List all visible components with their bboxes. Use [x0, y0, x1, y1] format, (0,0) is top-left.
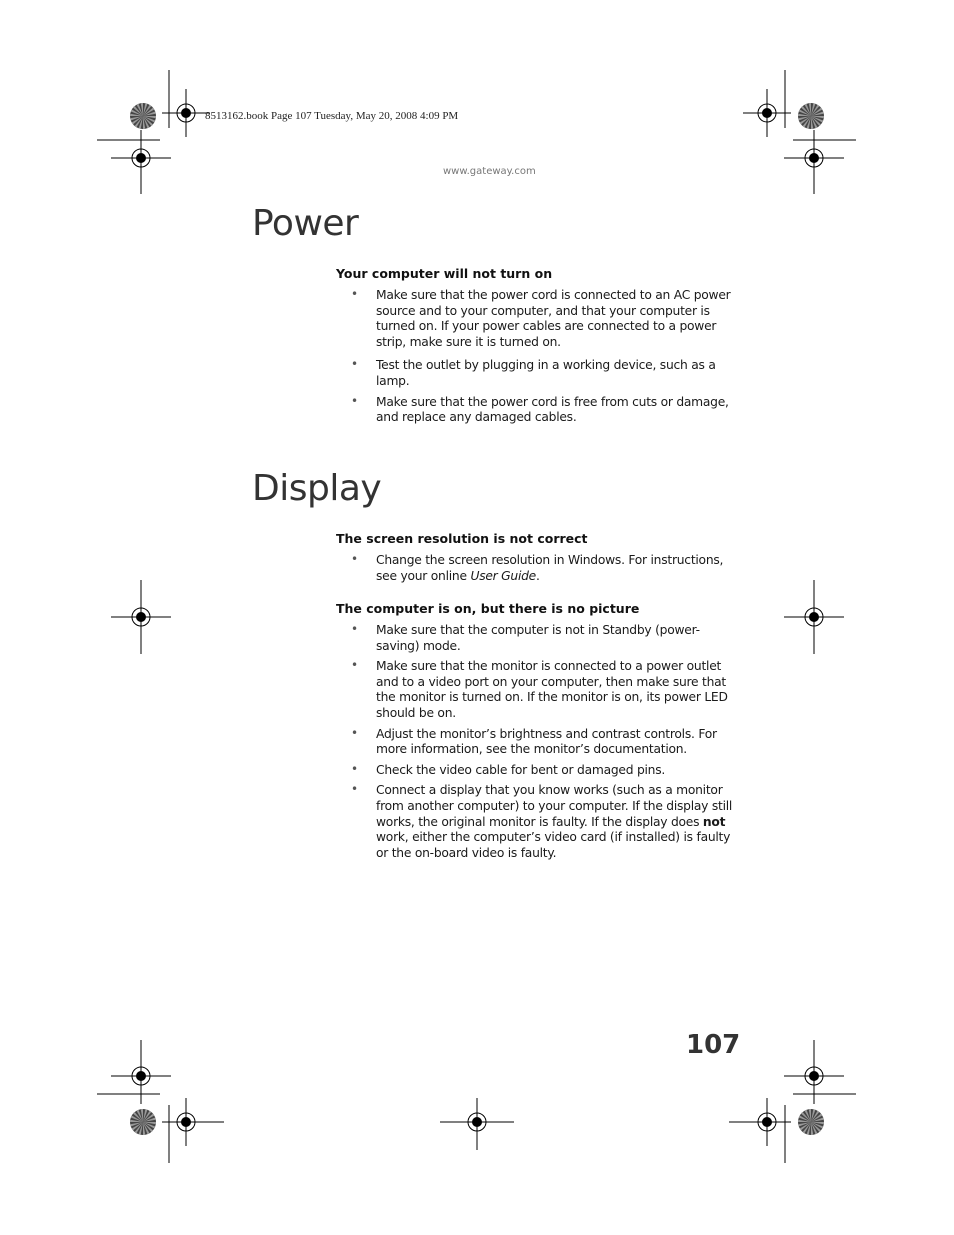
list-item: • Make sure that the power cord is free from cuts or damage, and replace any damaged cables.	[336, 395, 736, 426]
registration-mark	[162, 1098, 224, 1146]
page-number: 107	[686, 1030, 741, 1060]
star-target	[798, 103, 824, 129]
list-item	[336, 553, 736, 584]
bullet-list	[336, 623, 736, 866]
item-text: Connect a display that you know works (such as a monitor from another computer) to your computer. If the display still works, the original monitor is faulty. If the display does	[376, 783, 733, 829]
subsection-heading: The screen resolution is not correct	[336, 531, 588, 546]
list-item: • Check the video cable for bent or damaged pins.	[336, 763, 736, 779]
section-title-power: Power	[252, 203, 359, 244]
item-text: Change the screen resolution in Windows. For instructions, see your online	[376, 553, 724, 583]
item-text: work, either the computer’s video card (if installed) is faulty or the on-board video is faulty.	[376, 830, 731, 860]
section-title-display: Display	[252, 468, 382, 509]
item-text: .	[536, 568, 540, 583]
star-target	[798, 1109, 824, 1135]
subsection-heading: Your computer will not turn on	[336, 266, 553, 281]
list-item: • Test the outlet by plugging in a working device, such as a lamp.	[336, 358, 736, 389]
registration-mark	[440, 1098, 514, 1150]
emphasis-text: not	[702, 814, 726, 829]
subsection-heading: The computer is on, but there is no picture	[336, 601, 640, 616]
bullet-list	[336, 288, 736, 431]
bullet-list	[336, 553, 736, 589]
list-item: • Make sure that the power cord is connected to an AC power source and to your computer, and that your computer is turned on. If your power cables are connected to a power strip, make sure it is turned on.	[336, 288, 736, 350]
website-header: www.gateway.com	[443, 166, 536, 177]
star-target	[130, 103, 156, 129]
list-item: • Make sure that the computer is not in Standby (power-saving) mode.	[336, 623, 736, 654]
print-slug: 8513162.book Page 107 Tuesday, May 20, 2008 4:09 PM	[205, 110, 459, 122]
list-item	[336, 783, 736, 861]
user-guide-reference: User Guide	[470, 568, 536, 583]
registration-mark	[784, 580, 844, 654]
list-item: • Adjust the monitor’s brightness and contrast controls. For more information, see the monitor’s documentation.	[336, 727, 736, 758]
registration-mark	[743, 89, 791, 137]
list-item: • Make sure that the monitor is connected to a power outlet and to a video port on your computer, then make sure that the monitor is turned on. If the monitor is on, its power LED should be on.	[336, 659, 736, 721]
registration-mark	[111, 580, 171, 654]
registration-mark	[729, 1098, 791, 1146]
star-target	[130, 1109, 156, 1135]
